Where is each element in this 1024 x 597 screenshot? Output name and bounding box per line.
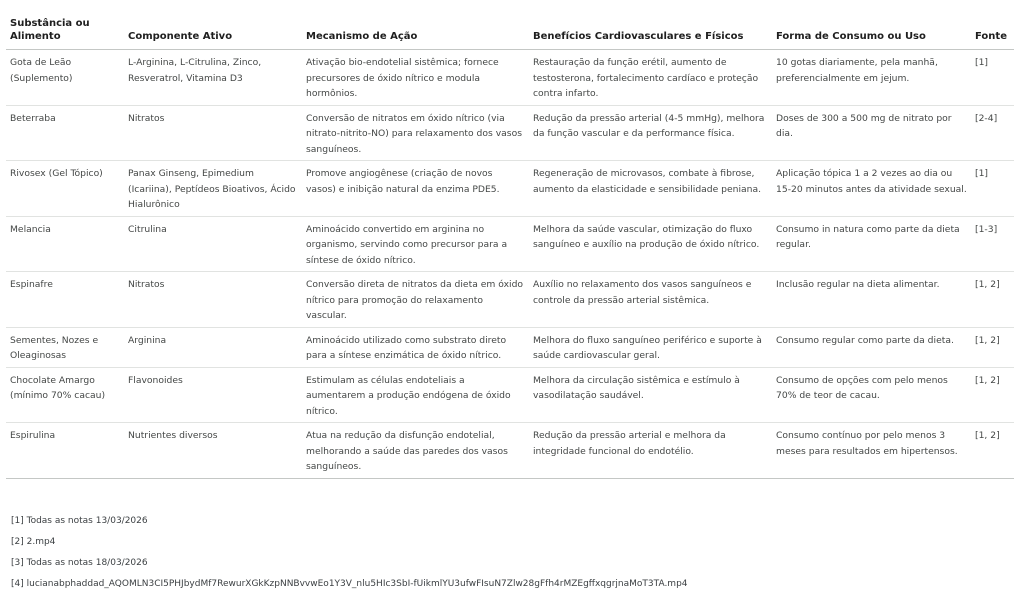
- cell-benefits: Redução da pressão arterial (4-5 mmHg), melhora da função vascular e da performance física.: [529, 105, 772, 161]
- cell-source-link[interactable]: [1]: [971, 161, 1014, 217]
- cell-benefits: Auxílio no relaxamento dos vasos sanguíneos e controle da pressão arterial sistêmica.: [529, 272, 772, 328]
- column-header-active-component: Componente Ativo: [124, 12, 302, 50]
- cell-usage: Consumo in natura como parte da dieta regular.: [772, 216, 971, 272]
- table-row: [6, 105, 1014, 161]
- cell-substance: Espirulina: [6, 423, 124, 479]
- cell-substance: Sementes, Nozes e Oleaginosas: [6, 327, 124, 367]
- cell-mechanism: Aminoácido utilizado como substrato direto para a síntese enzimática de óxido nítrico.: [302, 327, 529, 367]
- cell-usage: Inclusão regular na dieta alimentar.: [772, 272, 971, 328]
- cell-benefits: Redução da pressão arterial e melhora da integridade funcional do endotélio.: [529, 423, 772, 479]
- cell-active-component: Nutrientes diversos: [124, 423, 302, 479]
- cell-substance: Rivosex (Gel Tópico): [6, 161, 124, 217]
- table-row: [6, 327, 1014, 367]
- comparison-table: [6, 12, 1014, 479]
- column-header-source: Fonte: [971, 12, 1014, 50]
- cell-mechanism: Ativação bio-endotelial sistêmica; fornece precursores de óxido nítrico e modula hormônios.: [302, 50, 529, 106]
- cell-active-component: Flavonoides: [124, 367, 302, 423]
- cell-mechanism: Promove angiogênese (criação de novos vasos) e inibição natural da enzima PDE5.: [302, 161, 529, 217]
- cell-active-component: L-Arginina, L-Citrulina, Zinco, Resveratrol, Vitamina D3: [124, 50, 302, 106]
- table-header-row: [6, 12, 1014, 50]
- cell-source-link[interactable]: [1, 2]: [971, 423, 1014, 479]
- cell-benefits: Melhora do fluxo sanguíneo periférico e suporte à saúde cardiovascular geral.: [529, 327, 772, 367]
- cell-benefits: Melhora da circulação sistêmica e estímulo à vasodilatação saudável.: [529, 367, 772, 423]
- cell-source-link[interactable]: [1, 2]: [971, 327, 1014, 367]
- table-row: [6, 216, 1014, 272]
- cell-substance: Espinafre: [6, 272, 124, 328]
- cell-mechanism: Atua na redução da disfunção endotelial, melhorando a saúde das paredes dos vasos sanguíneos.: [302, 423, 529, 479]
- source-note[interactable]: [2] 2.mp4: [11, 537, 56, 547]
- cell-substance: Gota de Leão (Suplemento): [6, 50, 124, 106]
- cell-benefits: Melhora da saúde vascular, otimização do fluxo sanguíneo e auxílio na produção de óxido nítrico.: [529, 216, 772, 272]
- cell-substance: Melancia: [6, 216, 124, 272]
- cell-active-component: Nitratos: [124, 272, 302, 328]
- cell-benefits: Restauração da função erétil, aumento de testosterona, fortalecimento cardíaco e proteção contra infarto.: [529, 50, 772, 106]
- cell-mechanism: Estimulam as células endoteliais a aumentarem a produção endógena de óxido nítrico.: [302, 367, 529, 423]
- cell-source-link[interactable]: [2-4]: [971, 105, 1014, 161]
- column-header-substance: Substância ou Alimento: [6, 12, 124, 50]
- cell-active-component: Panax Ginseng, Epimedium (Icariina), Peptídeos Bioativos, Ácido Hialurônico: [124, 161, 302, 217]
- cell-usage: Consumo de opções com pelo menos 70% de teor de cacau.: [772, 367, 971, 423]
- cell-mechanism: Aminoácido convertido em arginina no organismo, servindo como precursor para a síntese de óxido nítrico.: [302, 216, 529, 272]
- source-note[interactable]: [1] Todas as notas 13/03/2026: [11, 516, 148, 526]
- source-note[interactable]: [3] Todas as notas 18/03/2026: [11, 558, 148, 568]
- cell-usage: Consumo regular como parte da dieta.: [772, 327, 971, 367]
- cell-usage: Aplicação tópica 1 a 2 vezes ao dia ou 15-20 minutos antes da atividade sexual.: [772, 161, 971, 217]
- table-row: [6, 161, 1014, 217]
- cell-source-link[interactable]: [1]: [971, 50, 1014, 106]
- cell-substance: Chocolate Amargo (mínimo 70% cacau): [6, 367, 124, 423]
- cell-usage: Doses de 300 a 500 mg de nitrato por dia.: [772, 105, 971, 161]
- column-header-usage: Forma de Consumo ou Uso: [772, 12, 971, 50]
- cell-mechanism: Conversão de nitratos em óxido nítrico (via nitrato-nitrito-NO) para relaxamento dos vasos sanguíneos.: [302, 105, 529, 161]
- table-row: [6, 367, 1014, 423]
- column-header-benefits: Benefícios Cardiovasculares e Físicos: [529, 12, 772, 50]
- cell-active-component: Arginina: [124, 327, 302, 367]
- source-notes: [11, 514, 1011, 597]
- source-note[interactable]: [4] lucianabphaddad_AQOMLN3CI5PHJbydMf7RewurXGkKzpNNBvvwEo1Y3V_nlu5HIc3SbI-fUikmlYU3ufwFIsuN7Zlw28gFfh4rMZEgffxqgrjnaMoT3TA.mp4: [11, 579, 688, 589]
- cell-source-link[interactable]: [1-3]: [971, 216, 1014, 272]
- cell-active-component: Nitratos: [124, 105, 302, 161]
- table-row: [6, 423, 1014, 479]
- cell-usage: Consumo contínuo por pelo menos 3 meses para resultados em hipertensos.: [772, 423, 971, 479]
- cell-usage: 10 gotas diariamente, pela manhã, preferencialmente em jejum.: [772, 50, 971, 106]
- column-header-mechanism: Mecanismo de Ação: [302, 12, 529, 50]
- cell-benefits: Regeneração de microvasos, combate à fibrose, aumento da elasticidade e sensibilidade peniana.: [529, 161, 772, 217]
- cell-substance: Beterraba: [6, 105, 124, 161]
- cell-active-component: Citrulina: [124, 216, 302, 272]
- table-row: [6, 50, 1014, 106]
- cell-source-link[interactable]: [1, 2]: [971, 367, 1014, 423]
- table-row: [6, 272, 1014, 328]
- cell-mechanism: Conversão direta de nitratos da dieta em óxido nítrico para promoção do relaxamento vascular.: [302, 272, 529, 328]
- cell-source-link[interactable]: [1, 2]: [971, 272, 1014, 328]
